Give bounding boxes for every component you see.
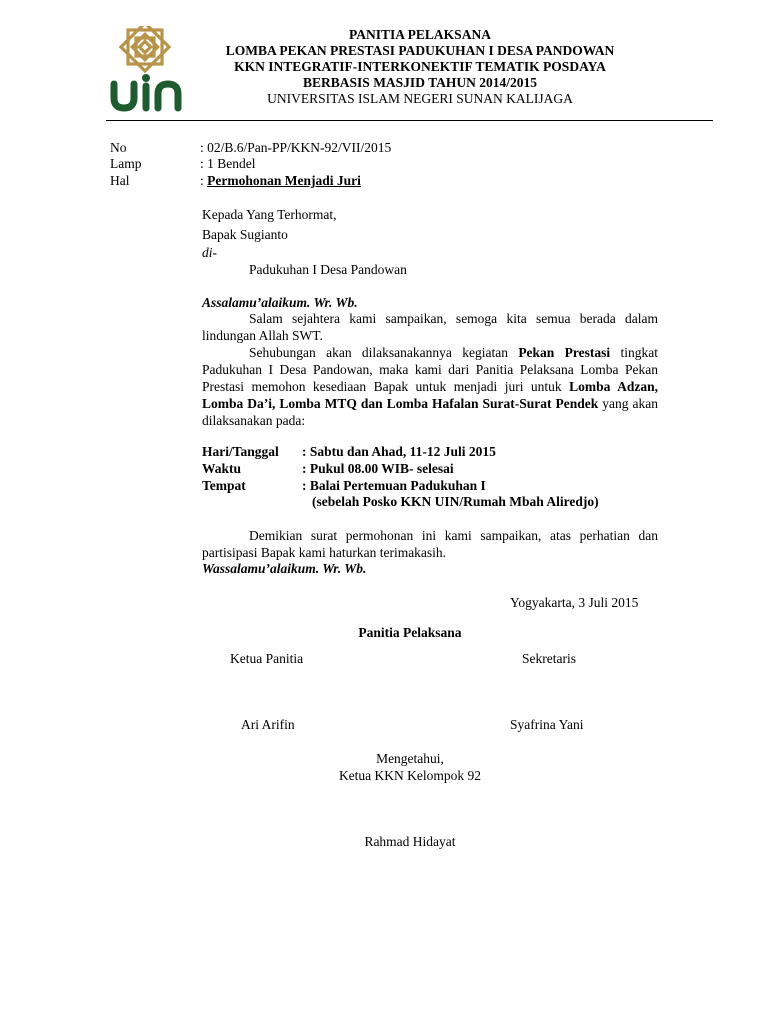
paragraph-1: Salam sejahtera kami sampaikan, semoga kita semua berada dalam lindungan Allah SWT. [202,311,658,343]
recipient-line-4: Padukuhan I Desa Pandowan [249,262,407,277]
paragraph-2-competitions: Lomba Adzan, Lomba Da’i, Lomba MTQ dan Lomba Hafalan Surat-Surat Pendek [202,379,658,411]
detail-date [202,443,496,460]
chair-title: Ketua Panitia [230,651,304,666]
letterhead-line-3: KKN INTEGRATIF-INTERKONEKTIF TEMATIK POSDAYA [234,59,606,74]
letterhead-line-4: BERBASIS MASJID TAHUN 2014/2015 [303,75,537,90]
detail-date-value: : Sabtu dan Ahad, 11-12 Juli 2015 [302,444,496,459]
recipient-line-1: Kepada Yang Terhormat, [202,207,337,222]
meta-attachment-label: Lamp [110,156,142,171]
meta-subject-value: Permohonan Menjadi Juri [207,173,361,188]
meta-subject-colon: : [200,173,208,188]
meta-subject-label: Hal [110,173,130,188]
closing-paragraph: Demikian surat permohonan ini kami sampaikan, atas perhatian dan partisipasi Bapak kami haturkan terimakasih. [202,528,658,560]
acknowledgement-name: Rahmad Hidayat [364,834,456,849]
meta-attachment [110,155,256,172]
header-divider [106,120,713,121]
uin-sunan-kalijaga-logo-icon [106,26,184,114]
paragraph-2-part-c: tingkat Padukuhan I Desa Pandowan, maka kami dari Panitia Pelaksana Lomba Pekan Prestasi memohon kesediaan Bapak untuk menjadi juri untuk [202,345,658,394]
detail-date-label: Hari/Tanggal [202,444,279,459]
detail-place [202,477,486,494]
paragraph-2 [202,344,658,429]
detail-time [202,460,454,477]
meta-number-label: No [110,140,127,155]
farewell: Wassalamu’alaikum. Wr. Wb. [202,561,367,576]
recipient-line-2: Bapak Sugianto [202,227,288,242]
detail-time-value: : Pukul 08.00 WIB- selesai [302,461,454,476]
paragraph-2-event: Pekan Prestasi [518,345,611,360]
secretary-name: Syafrina Yani [510,717,584,732]
detail-place-note: (sebelah Posko KKN UIN/Rumah Mbah Aliredjo) [312,494,599,509]
chair-name: Ari Arifin [241,717,295,732]
greeting: Assalamu’alaikum. Wr. Wb. [202,295,358,310]
letterhead-line-2: LOMBA PEKAN PRESTASI PADUKUHAN I DESA PANDOWAN [225,43,615,58]
paragraph-2-part-a: Sehubungan akan dilaksanakannya kegiatan [249,345,519,360]
letterhead-line-1: PANITIA PELAKSANA [349,27,491,42]
detail-place-label: Tempat [202,478,246,493]
detail-place-value: : Balai Pertemuan Padukuhan I [302,478,486,493]
acknowledgement-label: Mengetahui, [376,751,444,766]
meta-number-value: : 02/B.6/Pan-PP/KKN-92/VII/2015 [200,140,392,155]
letterhead-line-5: UNIVERSITAS ISLAM NEGERI SUNAN KALIJAGA [267,91,573,106]
meta-number [110,139,391,156]
letterhead [200,27,640,107]
paragraph-2-part-e: yang akan dilaksanakan pada: [202,396,658,428]
detail-time-label: Waktu [202,461,242,476]
recipient-line-3: di- [202,245,217,260]
secretary-title: Sekretaris [522,651,576,666]
meta-subject [110,172,361,189]
meta-attachment-value: : 1 Bendel [200,156,256,171]
committee-title: Panitia Pelaksana [358,625,462,640]
place-date: Yogyakarta, 3 Juli 2015 [510,595,639,610]
acknowledgement-title: Ketua KKN Kelompok 92 [338,768,482,783]
